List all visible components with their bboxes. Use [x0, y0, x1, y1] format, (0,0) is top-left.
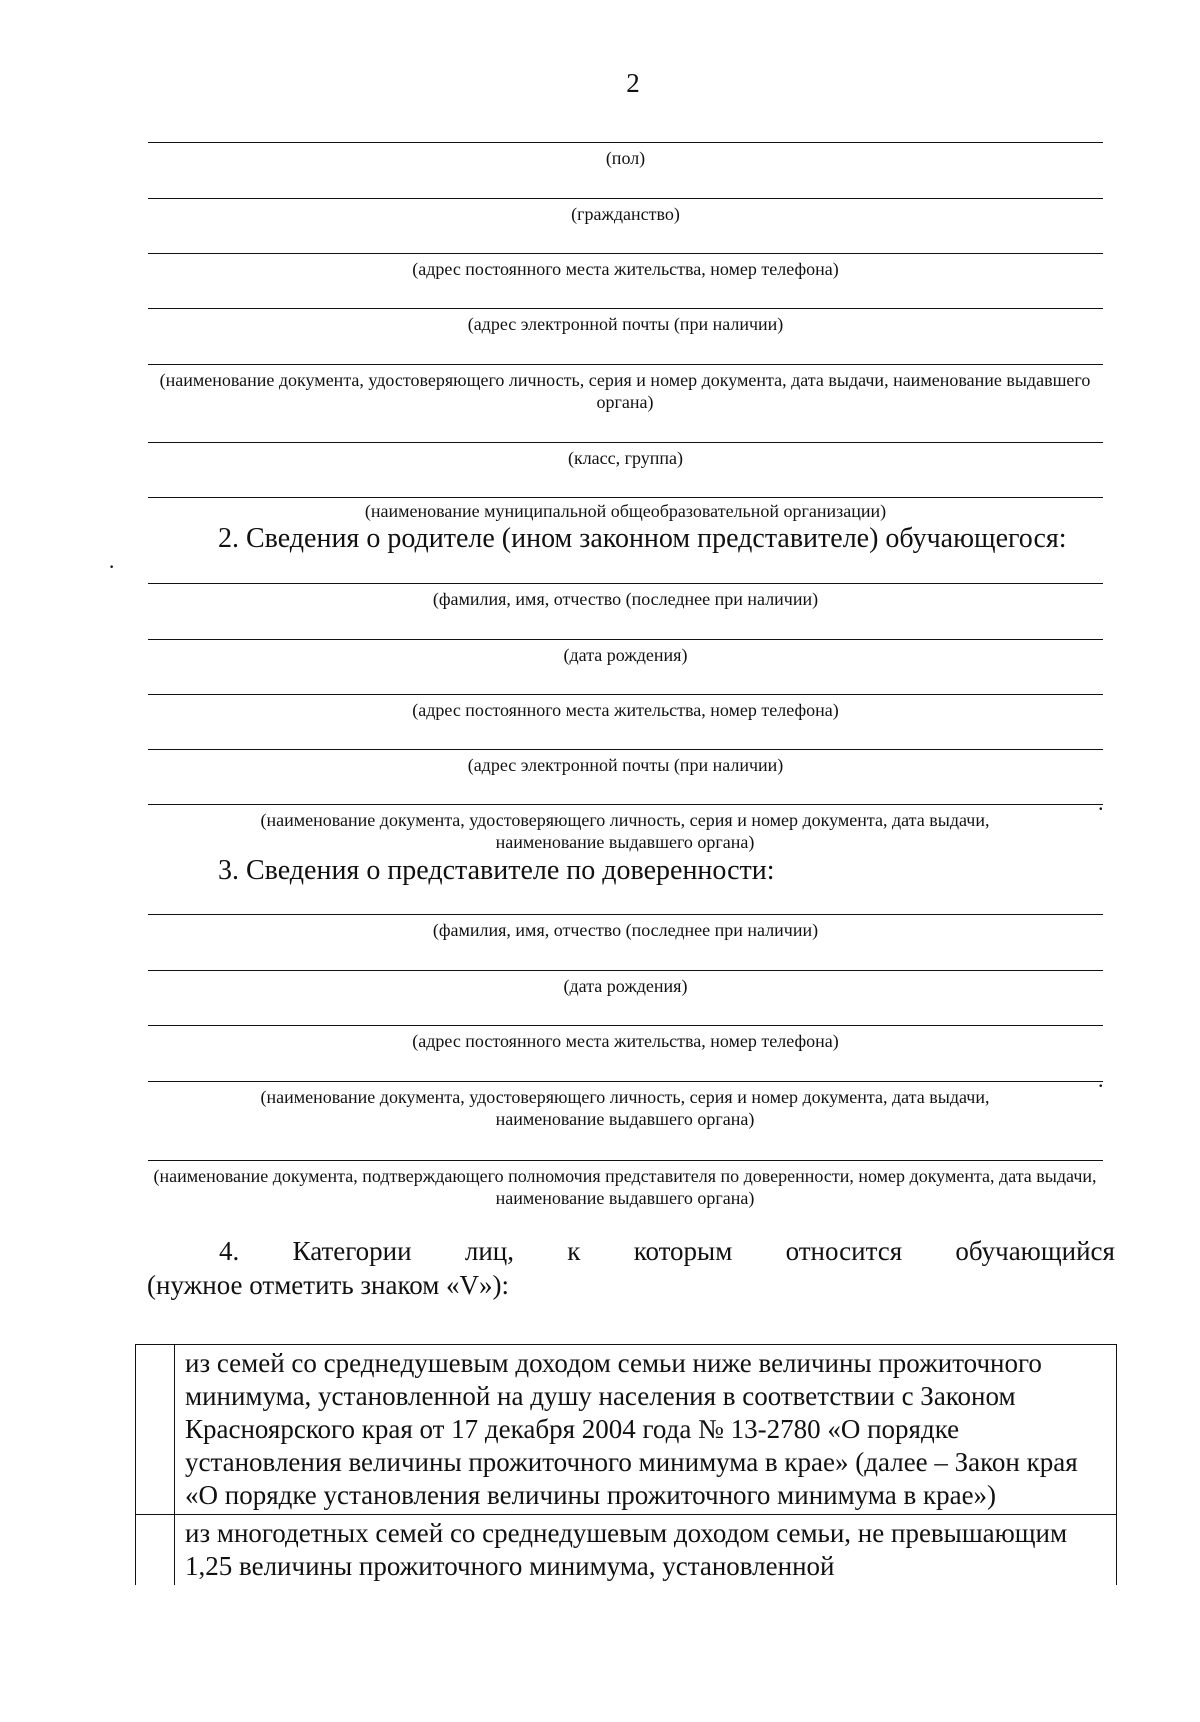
field-line[interactable]	[148, 1081, 1103, 1082]
page-number: 2	[626, 68, 640, 98]
section4-word: к	[567, 1236, 581, 1266]
field-line[interactable]	[148, 198, 1103, 199]
section4-word: Категории	[292, 1236, 412, 1266]
section4-intro	[147, 1234, 1115, 1302]
field-line[interactable]	[148, 364, 1103, 365]
section4-word: 4.	[219, 1236, 240, 1266]
section2-heading: 2. Сведения о родителе (ином законном представителе) обучающегося:	[218, 523, 1067, 554]
scan-dot: .	[1098, 790, 1104, 815]
field-caption: (гражданство)	[571, 204, 680, 224]
section4-word: относится	[785, 1236, 903, 1266]
field-line[interactable]	[148, 253, 1103, 254]
field-caption: (пол)	[605, 148, 646, 168]
section4-word: обучающийся	[955, 1236, 1115, 1266]
field-caption: (наименование документа, удостоверяющего личность, серия и номер документа, дата выдачи, наименование выдавшего органа)	[260, 1087, 990, 1129]
field-caption: (адрес постоянного места жительства, номер телефона)	[412, 700, 839, 720]
field-line[interactable]	[148, 497, 1103, 498]
table-row	[136, 1345, 1116, 1515]
section4-continuation: (нужное отметить знаком «V»):	[147, 1270, 510, 1300]
field-line[interactable]	[148, 804, 1103, 805]
field-line[interactable]	[148, 583, 1103, 584]
field-line[interactable]	[148, 308, 1103, 309]
field-caption: (наименование документа, удостоверяющего личность, серия и номер документа, дата выдачи, наименование выдавшего органа)	[260, 810, 990, 852]
field-caption: (адрес электронной почты (при наличии)	[467, 314, 784, 334]
field-caption: (наименование документа, удостоверяющего личность, серия и номер документа, дата выдачи, наименование выдавшего органа)	[159, 370, 1091, 412]
field-caption: (фамилия, имя, отчество (последнее при наличии)	[432, 589, 819, 609]
field-caption: (фамилия, имя, отчество (последнее при наличии)	[432, 920, 819, 940]
field-line[interactable]	[148, 914, 1103, 915]
field-line[interactable]	[148, 639, 1103, 640]
field-caption: (адрес электронной почты (при наличии)	[467, 755, 784, 775]
field-caption: (наименование документа, подтверждающего полномочия представителя по доверенности, номер документа, дата выдачи, наименование выдавшего органа)	[153, 1166, 1097, 1208]
field-caption: (дата рождения)	[563, 976, 688, 996]
field-caption: (класс, группа)	[567, 448, 684, 468]
section3-heading: 3. Сведения о представителе по доверенности:	[218, 855, 775, 886]
field-line[interactable]	[148, 142, 1103, 143]
table-row	[136, 1515, 1116, 1585]
section4-word: которым	[633, 1236, 733, 1266]
category-checkbox[interactable]	[136, 1515, 175, 1585]
field-line[interactable]	[148, 694, 1103, 695]
field-line[interactable]	[148, 1160, 1103, 1161]
field-caption: (адрес постоянного места жительства, номер телефона)	[412, 259, 839, 279]
category-text: из многодетных семей со среднедушевым доходом семьи, не превышающим 1,25 величины прожиточного минимума, установленной	[185, 1518, 1068, 1581]
field-caption: (адрес постоянного места жительства, номер телефона)	[412, 1031, 839, 1051]
category-checkbox[interactable]	[136, 1345, 175, 1514]
field-line[interactable]	[148, 970, 1103, 971]
field-line[interactable]	[148, 1025, 1103, 1026]
scan-dot: ·	[108, 554, 116, 579]
field-line[interactable]	[148, 749, 1103, 750]
field-caption: (дата рождения)	[563, 645, 688, 665]
field-caption: (наименование муниципальной общеобразовательной организации)	[364, 501, 887, 521]
field-line[interactable]	[148, 442, 1103, 443]
category-text: из семей со среднедушевым доходом семьи ниже величины прожиточного минимума, установленной на душу населения в соответствии с Законом Красноярского края от 17 декабря 2004 года № 13-2780 «О порядке установления величины прожиточного минимума в крае» (далее – Закон края «О порядке установления величины прожиточного минимума в крае»)	[185, 1348, 1078, 1510]
section4-word: лиц,	[464, 1236, 514, 1266]
categories-table	[135, 1344, 1117, 1585]
scan-dot: .	[1098, 1067, 1104, 1092]
